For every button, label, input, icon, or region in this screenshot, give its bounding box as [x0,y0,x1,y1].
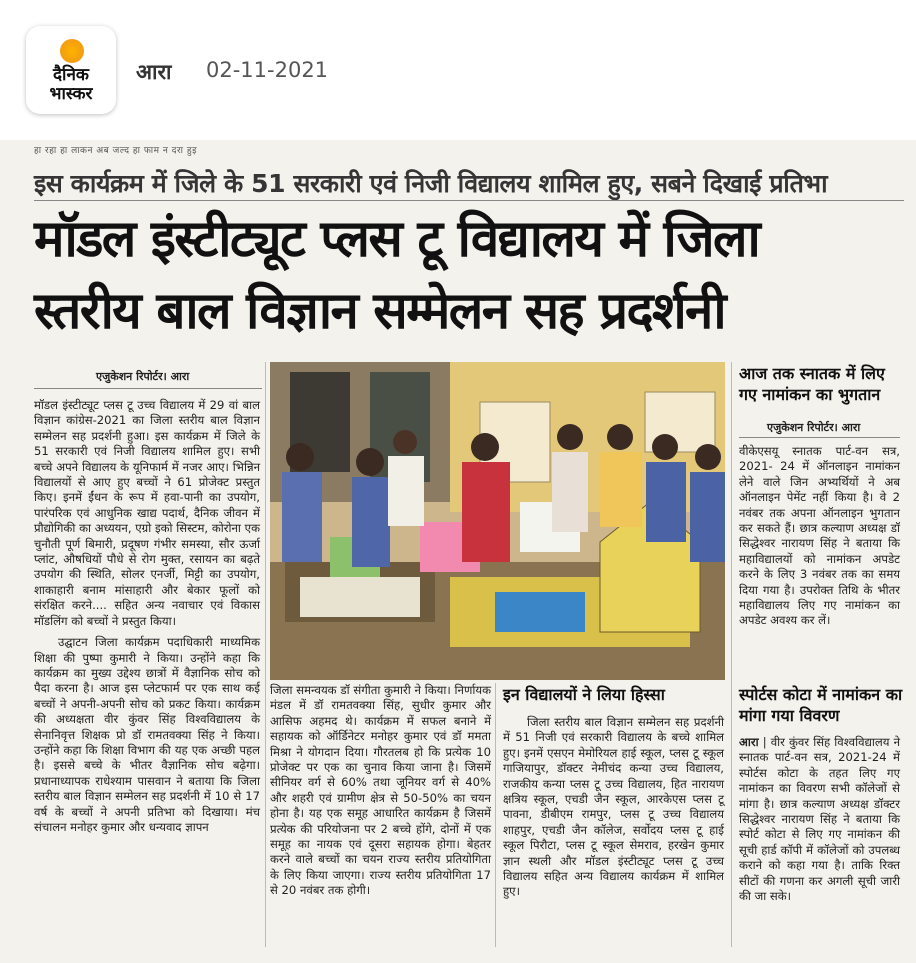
article-column-2 [270,683,491,899]
side-story-1-byline: एजुकेशन रिपोर्टर। आरा [767,421,861,434]
article-paragraph: जिला समन्वयक डॉ संगीता कुमारी ने किया। निर्णायक मंडल में डॉ रामतवक्या सिंह, सुधीर कुमार और आसिफ अहमद थे। कार्यक्रम में सफल बनाने में सहायक को ऑर्डिनेटर मनोहर कुमार एवं डॉ ममता मिश्रा ने योगदान दिया। गौरतलब हो कि प्रत्येक 10 प्रोजेक्ट पर एक का चुनाव किया जाना है। जिसमें सीनियर वर्ग से 60% तथा जूनियर वर्ग से 40% और शहरी एवं ग्रामीण क्षेत्र से 50-50% का चयन होना है। यह एक समूह आधारित कार्यक्रम है जिसमें प्रत्येक की परियोजना पर 2 बच्चे होंगे, दोनों में एक समूह का नायक एवं दूसरा सहायक होगा। बेहतर करने वाले बच्चों का चयन राज्य स्तरीय प्रतियोगिता के लिए किया जाएगा। राज्य स्तरीय प्रतियोगिता 17 से 20 नवंबर तक होगी। [270,683,491,898]
clipped-previous-text: हा रहा हा लाकन अब जल्द हा फाम न दरा हुइ [34,146,198,156]
article-paragraph: वीकेएसयू स्नातक पार्ट-वन सत्र, 2021- 24 में ऑनलाइन नामांकन लेने वाले जिन अभ्यर्थियों ने अब ऑनलाइन पेमेंट नहीं किया है। वे 2 नवंबर तक अपना ऑनलाइन भुगतान कर सकते हैं। छात्र कल्याण अध्यक्ष डॉ सिद्धेश्वर नारायण सिंह ने बताया कि महाविद्यालयों को नामांकन अपडेट करने के लिए 3 नवंबर तक का समय दिया गया है। उपरोक्त तिथि के भीतर महाविद्यालय लिए गए नामांकन का अपडेट अवश्य कर लें। [739,444,900,628]
page-header [0,0,916,140]
divider [34,200,904,201]
exhibition-photo[interactable] [270,362,725,680]
dateline: आरा [739,735,759,749]
article-column-1 [34,398,260,835]
column-rule [265,362,266,947]
logo-line-2: भास्कर [49,84,93,104]
divider [34,388,262,389]
logo-line-1: दैनिक [53,65,89,85]
article-paragraph: वीर कुंवर सिंह विश्वविद्यालय ने स्नातक पार्ट-वन सत्र, 2021-24 में स्पोर्टस कोटा के तहत लिए गए नामांकन का विवरण सभी कॉलेजों से मांगा है। छात्र कल्याण अध्यक्ष डॉक्टर सिद्धेश्वर नारायण सिंह ने बताया कि स्पोर्ट कोटा से लिए गए नामांकन की सूची हार्ड कॉपी में कॉलेजों को उपलब्ध कराने को कहा गया है। ताकि रिक्त सीटों की गणना कर अगली सूची जारी की जा सके। [739,735,901,904]
column-rule [731,362,732,947]
sub-headline: इस कार्यक्रम में जिले के 51 सरकारी एवं निजी विद्यालय शामिल हुए, सबने दिखाई प्रतिभा [34,169,828,198]
article-paragraph: उद्घाटन जिला कार्यक्रम पदाधिकारी माध्यमिक शिक्षा की पुष्पा कुमारी ने किया। उन्होंने कहा कि कार्यक्रम का मुख्य उद्देश्य छात्रों में वैज्ञानिक सोच को पैदा करना है। आज इस प्लेटफार्म पर एक साथ कई बच्चों ने अपनी-अपनी सोच को प्रकट किया। कार्यक्रम की अध्यक्षता वीर कुंवर सिंह विश्वविद्यालय के सेनानिवृत्त शिक्षक प्रो डॉ रामतवक्या सिंह ने किया। उन्होंने कहा कि शिक्षा विभाग की यह एक अच्छी पहल है। इससे बच्चे के भीतर वैज्ञानिक सोच बढ़ेगा। प्रधानाध्यापक राधेश्याम पासवान ने बताया कि जिला स्तरीय बाल विज्ञान सम्मेलन सह प्रदर्शनी में 10 से 17 वर्ष के बच्चों ने अपनी प्रतिभा को दिखाया। मंच संचालन मनोहर कुमार और धन्यवाद ज्ञापन [34,635,260,834]
dainik-bhaskar-logo[interactable] [26,26,116,114]
side-story-1-heading: आज तक स्नातक में लिए गए नामांकन का भुगतान [739,364,885,404]
divider [739,437,900,438]
sun-icon [60,39,84,63]
side-story-2-heading: स्पोर्टस कोटा में नामांकन का मांगा गया विवरण [739,685,903,725]
side-story-2-body: आरा | वीर कुंवर सिंह विश्वविद्यालय ने स्नातक पार्ट-वन सत्र, 2021-24 में स्पोर्टस कोटा के तहत लिए गए नामांकन का विवरण सभी कॉलेजों से मांगा है। छात्र कल्याण अध्यक्ष डॉक्टर सिद्धेश्वर नारायण सिंह ने बताया कि स्पोर्ट कोटा से लिए गए नामांकन की सूची हार्ड कॉपी में कॉलेजों को उपलब्ध कराने को कहा गया है। ताकि रिक्त सीटों की गणना कर अगली सूची जारी की जा सके। [739,735,901,904]
students-with-models-illustration [270,362,725,680]
edition-date: 02-11-2021 [206,58,329,82]
headline-line-1: मॉडल इंस्टीट्यूट प्लस टू विद्यालय में जिला [34,210,760,269]
side-story-1-body [739,444,900,629]
article-paragraph: जिला स्तरीय बाल विज्ञान सम्मेलन सह प्रदर्शनी में 51 निजी एवं सरकारी विद्यालय के बच्चे शामिल हुए। इनमें एसएन मेमोरियल हाई स्कूल, प्लस टू स्कूल गाजियापुर, डॉक्टर नेमीचंद कन्या उच्च विद्यालय, राजकीय कन्या प्लस टू उच्च विद्यालय, हित नारायण क्षत्रिय स्कूल, एचडी जैन स्कूल, आरकेएस प्लस टू पावना, डीबीएम रामपुर, प्लस टू उच्च विद्यालय शाहपुर, एचडी जैन कॉलेज, सर्वोदय प्लस टू हाई स्कूल पिरौटा, प्लस टू स्कूल सेमराव, हरखेन कुमार ज्ञान स्थली और मॉडल इंस्टीट्यूट प्लस टू उच्च विद्यालय सहित अन्य विद्यालय कार्यक्रम में शामिल हुए। [503,715,724,899]
headline-line-2: स्तरीय बाल विज्ञान सम्मेलन सह प्रदर्शनी [34,282,725,341]
byline: एजुकेशन रिपोर्टर। आरा [96,370,190,383]
column-rule [495,683,496,947]
schools-subheading: इन विद्यालयों ने लिया हिस्सा [503,685,665,704]
schools-column [503,715,724,900]
edition-city: आरा [136,60,172,84]
article-paragraph: मॉडल इंस्टीट्यूट प्लस टू उच्च विद्यालय में 29 वां बाल विज्ञान कांग्रेस-2021 का जिला स्तरीय बाल विज्ञान सम्मेलन सह प्रदर्शनी हुआ। इस कार्यक्रम में जिले के 51 सरकारी एवं निजी विद्यालय शामिल हुए। सभी बच्चे अपने विद्यालय के यूनिफार्म में नजर आए। भिन्निन विद्यालयों से आए हुए बच्चों ने 61 प्रोजेक्ट प्रस्तुत किए। इनमें ईंधन के रूप में हवा-पानी का उपयोग, पारंपरिक एवं आधुनिक खाद्य पदार्थ, दैनिक जीवन में प्रौद्योगिकी का अध्ययन, एग्रो इको सिस्टम, कोरोना एक चुनौती पूर्ण बिमारी, प्रदूषण गंभीर समस्या, सौर ऊर्जा प्लांट, औषधियों पौधे से रोग मुक्त, रसायन का बढ़ते उपयोग की स्थिति, सोलर एनर्जी, मिट्टी का उपयोग, शाकाहारी बनाम मांसाहारी और बेकार फूलों को संरक्षित करने.... सहित अन्य नवाचार एवं विकास मॉडलिंग को बच्चों ने प्रस्तुत किया। [34,398,260,628]
